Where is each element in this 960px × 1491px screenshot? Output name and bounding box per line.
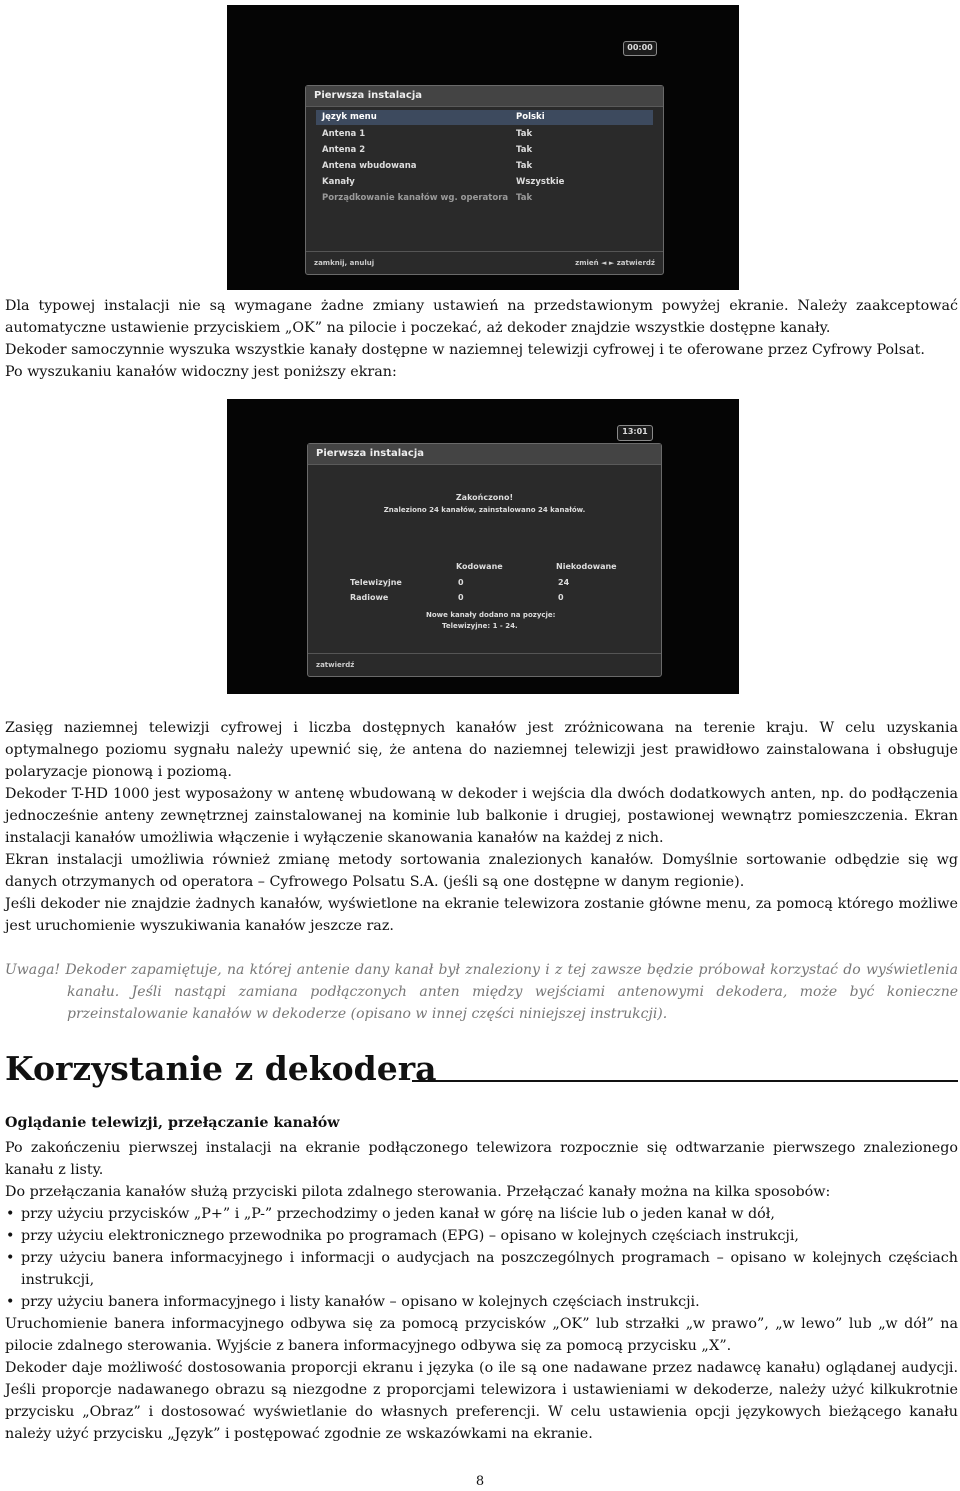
col-uncoded: Niekodowane — [556, 562, 617, 571]
list-item: • przy użyciu przycisków „P+” i „P-” przechodzimy o jeden kanał w górę na liście lub o jeden kanał w dół, — [21, 1203, 958, 1225]
list-item: • przy użyciu elektronicznego przewodnika po programach (EPG) – opisano w kolejnych częściach instrukcji, — [21, 1225, 958, 1247]
row-key: Antena 2 — [322, 145, 366, 155]
intro-text — [5, 295, 958, 383]
bullet-list — [5, 1203, 958, 1313]
radio-uncoded: 0 — [558, 593, 564, 602]
paragraph: Dekoder daje możliwość dostosowania proporcji ekranu i języka (o ile są one nadawane przez nadawcę kanału) oglądanej audycji. Jeśli proporcje nadawanego obrazu są niezgodne z proporcjami telewizora i ustawieniami w dekoderze, należy użyć kilkukrotnie przycisku „Obraz” i dostosować wyświetlanie do własnych preferencji. W celu ustawienia opcji językowych bieżącego kanału należy użyć przycisku „Język” i postępować zgodnie ze wskazówkami na ekranie. — [5, 1360, 958, 1442]
list-item: • przy użyciu banera informacyjnego i informacji o audycjach na poszczególnych programach – opisano w kolejnych częściach instrukcji, — [21, 1247, 958, 1291]
row-key: Antena 1 — [322, 129, 366, 139]
paragraph: Dla typowej instalacji nie są wymagane żadne zmiany ustawień na przedstawionym powyżej ekranie. Należy zaakceptować automatyczne ustawienie przyciskiem „OK” na pilocie i poczekać, aż dekoder znajdzie wszystkie dostępne kanały. — [5, 298, 958, 336]
page-number: 8 — [475, 1474, 485, 1489]
paragraph: Dekoder samoczynnie wyszuka wszystkie kanały dostępne w naziemnej telewizji cyfrowej i te oferowane przez Cyfrowy Polsat. — [5, 342, 925, 358]
paragraph: Ekran instalacji umożliwia również zmianę metody sortowania znalezionych kanałów. Domyślnie sortowanie odbędzie się wg danych otrzymanych od operatora – Cyfrowego Polsatu S.A. (jeśli są one dostępne w danym regionie). — [5, 852, 958, 890]
row-value: Tak — [516, 161, 533, 171]
menu-row — [316, 127, 653, 142]
radio-coded: 0 — [458, 593, 464, 602]
menu-row — [316, 191, 653, 206]
menu-row — [316, 175, 653, 190]
row-tv: Telewizyjne — [350, 578, 402, 587]
clock: 13:01 — [617, 425, 653, 441]
found-label: Znaleziono 24 kanałów, zainstalowano 24 kanałów. — [383, 506, 586, 514]
paragraph: Jeśli dekoder nie znajdzie żadnych kanałów, wyświetlone na ekranie telewizora zostanie główne menu, za pomocą którego możliwe jest uruchomienie wyszukiwania kanałów jeszcze raz. — [5, 896, 958, 934]
col-coded: Kodowane — [456, 562, 503, 571]
body-text — [5, 717, 958, 937]
row-key: Antena wbudowana — [322, 161, 417, 171]
heading-rule — [412, 1080, 958, 1082]
section-heading: Korzystanie z dekodera — [5, 1049, 437, 1088]
list-item: • przy użyciu banera informacyjnego i listy kanałów – opisano w kolejnych częściach instrukcji. — [21, 1291, 958, 1313]
tv-coded: 0 — [458, 578, 464, 587]
install-result-panel — [307, 443, 662, 677]
footer-left: zamknij, anuluj — [314, 259, 375, 267]
paragraph: Uruchomienie banera informacyjnego odbywa się za pomocą przycisków „OK” lub strzałki „w prawo”, „w lewo” lub „w dół” na pilocie zdalnego sterowania. Wyjście z banera informacyjnego odbywa się za pomocą przycisku „X”. — [5, 1316, 958, 1354]
panel-footer — [306, 251, 663, 274]
note-text: Uwaga! Dekoder zapamiętuje, na której antenie dany kanał był znaleziony i z tej zawsze będzie próbował korzystać do wyświetlenia kanału. Jeśli nastąpi zamiana podłączonych anten między wejściami antenowymi dekodera, może być konieczne przeinstalowanie kanałów w dekoderze (opisano w innej części niniejszej instrukcji). — [5, 962, 958, 1022]
install-menu-panel — [305, 85, 664, 275]
menu-row — [316, 159, 653, 174]
panel-footer — [308, 653, 661, 676]
paragraph: Do przełączania kanałów służą przyciski pilota zdalnego sterowania. Przełączać kanały można na kilka sposobów: — [5, 1184, 831, 1200]
row-key: Porządkowanie kanałów wg. operatora — [322, 193, 509, 203]
row-value: Tak — [516, 193, 533, 203]
row-key: Język menu — [322, 112, 377, 122]
row-key: Kanały — [322, 177, 355, 187]
row-value: Polski — [516, 112, 545, 122]
footer-label: zatwierdź — [316, 661, 355, 669]
new-channels: Nowe kanały dodano na pozycje: — [426, 611, 556, 619]
row-radio: Radiowe — [350, 593, 389, 602]
section-text — [5, 1137, 958, 1445]
paragraph: Po wyszukaniu kanałów widoczny jest poniższy ekran: — [5, 364, 397, 380]
subheading: Oglądanie telewizji, przełączanie kanałów — [5, 1115, 340, 1131]
paragraph: Zasięg naziemnej telewizji cyfrowej i liczba dostępnych kanałów jest zróżnicowana na terenie kraju. W celu uzyskania optymalnego poziomu sygnału należy upewnić się, że antena do naziemnej telewizji jest prawidłowo zainstalowana i obsługuje polaryzacje pionową i poziomą. — [5, 720, 958, 780]
row-value: Tak — [516, 145, 533, 155]
note — [5, 959, 958, 1025]
tv-screenshot-install-done — [227, 399, 739, 694]
panel-title: Pierwsza instalacja — [306, 86, 663, 107]
row-value: Wszystkie — [516, 177, 565, 187]
tv-uncoded: 24 — [558, 578, 570, 587]
row-value: Tak — [516, 129, 533, 139]
footer-right: zmień ◄ ► zatwierdź — [575, 259, 655, 267]
panel-title: Pierwsza instalacja — [308, 444, 661, 465]
paragraph: Po zakończeniu pierwszej instalacji na ekranie podłączonego telewizora rozpocznie się odtwarzanie pierwszego znalezionego kanału z listy. — [5, 1140, 958, 1178]
clock: 00:00 — [623, 41, 657, 56]
done-label: Zakończono! — [455, 493, 514, 502]
menu-row — [316, 110, 653, 125]
new-tv: Telewizyjne: 1 - 24. — [442, 622, 518, 630]
tv-screenshot-first-install — [227, 5, 739, 290]
menu-row — [316, 143, 653, 158]
paragraph: Dekoder T-HD 1000 jest wyposażony w antenę wbudowaną w dekoder i wejścia dla dwóch dodatkowych anten, np. do podłączenia jednocześnie anteny zewnętrznej zainstalowanej na kominie lub balkonie i drugiej, postawionej wewnątrz pomieszczenia. Ekran instalacji kanałów umożliwia włączenie i wyłączenie skanowania kanałów na każdej z nich. — [5, 786, 958, 846]
